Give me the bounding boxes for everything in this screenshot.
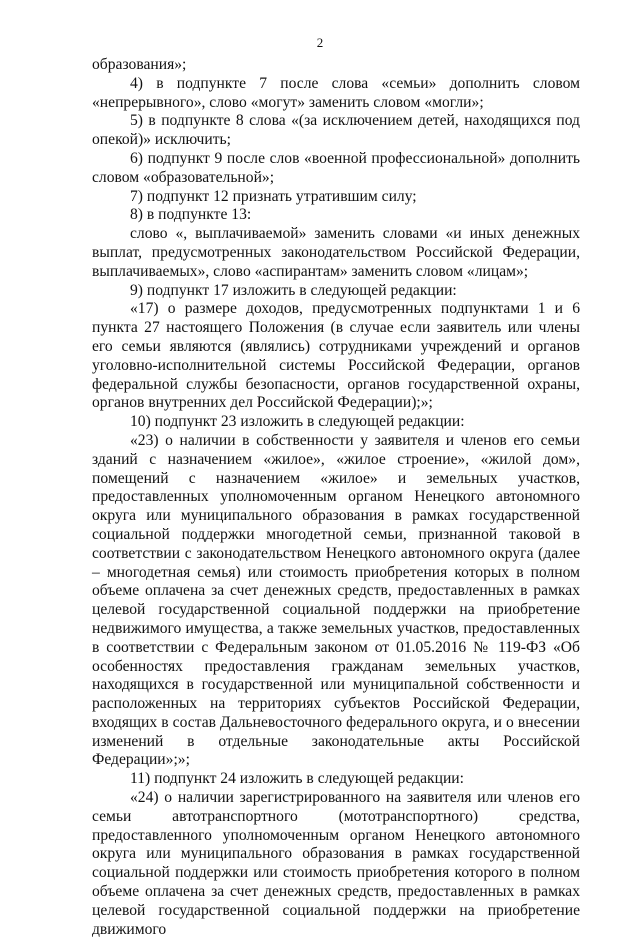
paragraph-12: 11) подпункт 24 изложить в следующей редакции:: [130, 770, 464, 788]
paragraph-10: 10) подпункт 23 изложить в следующей редакции:: [130, 413, 465, 431]
document-body: [92, 56, 580, 939]
paragraph-9: «17) о размере доходов, предусмотренных подпунктами 1 и 6 пункта 27 настоящего Положения (в случае если заявитель или члены его семьи являются (являлись) сотрудниками учреждений и органов уголовно-исполнительной системы Российской Федерации, органов федеральной службы безопасности, органов государственной охраны, органов внутренних дел Российской Федерации);»;: [92, 300, 580, 412]
paragraph-5: 7) подпункт 12 признать утратившим силу;: [130, 187, 417, 205]
paragraph-11: «23) о наличии в собственности у заявителя и членов его семьи зданий с назначением «жилое», «жилое строение», «жилой дом», помещений с назначением «жилое» и земельных участков, предоставленных уполномоченным органом Ненецкого автономного округа или муниципального образования в рамках государственной социальной поддержки многодетной семьи, признанной таковой в соответствии с законодательством Ненецкого автономного округа (далее – многодетная семья) или стоимость приобретения которых в полном объеме оплачена за счет денежных средств, предоставленных в рамках целевой государственной социальной поддержки на приобретение недвижимого имущества, а также земельных участков, предоставленных в соответствии с Федеральным законом от 01.05.2016 № 119-ФЗ «Об особенностях предоставления гражданам земельных участков, находящихся в государственной или муниципальной собственности и расположенных на территориях субъектов Российской Федерации, входящих в состав Дальневосточного федерального округа, и о внесении изменений в отдельные законодательные акты Российской Федерации»;»;: [92, 431, 580, 769]
paragraph-1: образования»;: [92, 56, 187, 73]
page-number: 2: [316, 35, 324, 50]
paragraph-2: 4) в подпункте 7 после слова «семьи» дополнить словом «непрерывного», слово «могут» заменить словом «могли»;: [92, 74, 580, 111]
paragraph-6: 8) в подпункте 13:: [130, 206, 252, 224]
paragraph-8: 9) подпункт 17 изложить в следующей редакции:: [130, 281, 457, 299]
paragraph-7: слово «, выплачиваемой» заменить словами «и иных денежных выплат, предусмотренных законодательством Российской Федерации, выплачиваемых», слово «аспирантам» заменить словом «лицам»;: [92, 225, 580, 280]
paragraph-3: 5) в подпункте 8 слова «(за исключением детей, находящихся под опекой)» исключить;: [92, 112, 580, 149]
paragraph-13: «24) о наличии зарегистрированного на заявителя или членов его семьи автотранспортного (мототранспортного) средства, предоставленного уполномоченным органом Ненецкого автономного округа или муниципального образования в рамках государственной социальной поддержки или стоимость приобретения которого в полном объеме оплачена за счет денежных средств, предоставленных в рамках целевой государственной социальной поддержки на приобретение движимого: [92, 789, 580, 938]
paragraph-4: 6) подпункт 9 после слов «военной профессиональной» дополнить словом «образовательной»;: [92, 149, 580, 186]
